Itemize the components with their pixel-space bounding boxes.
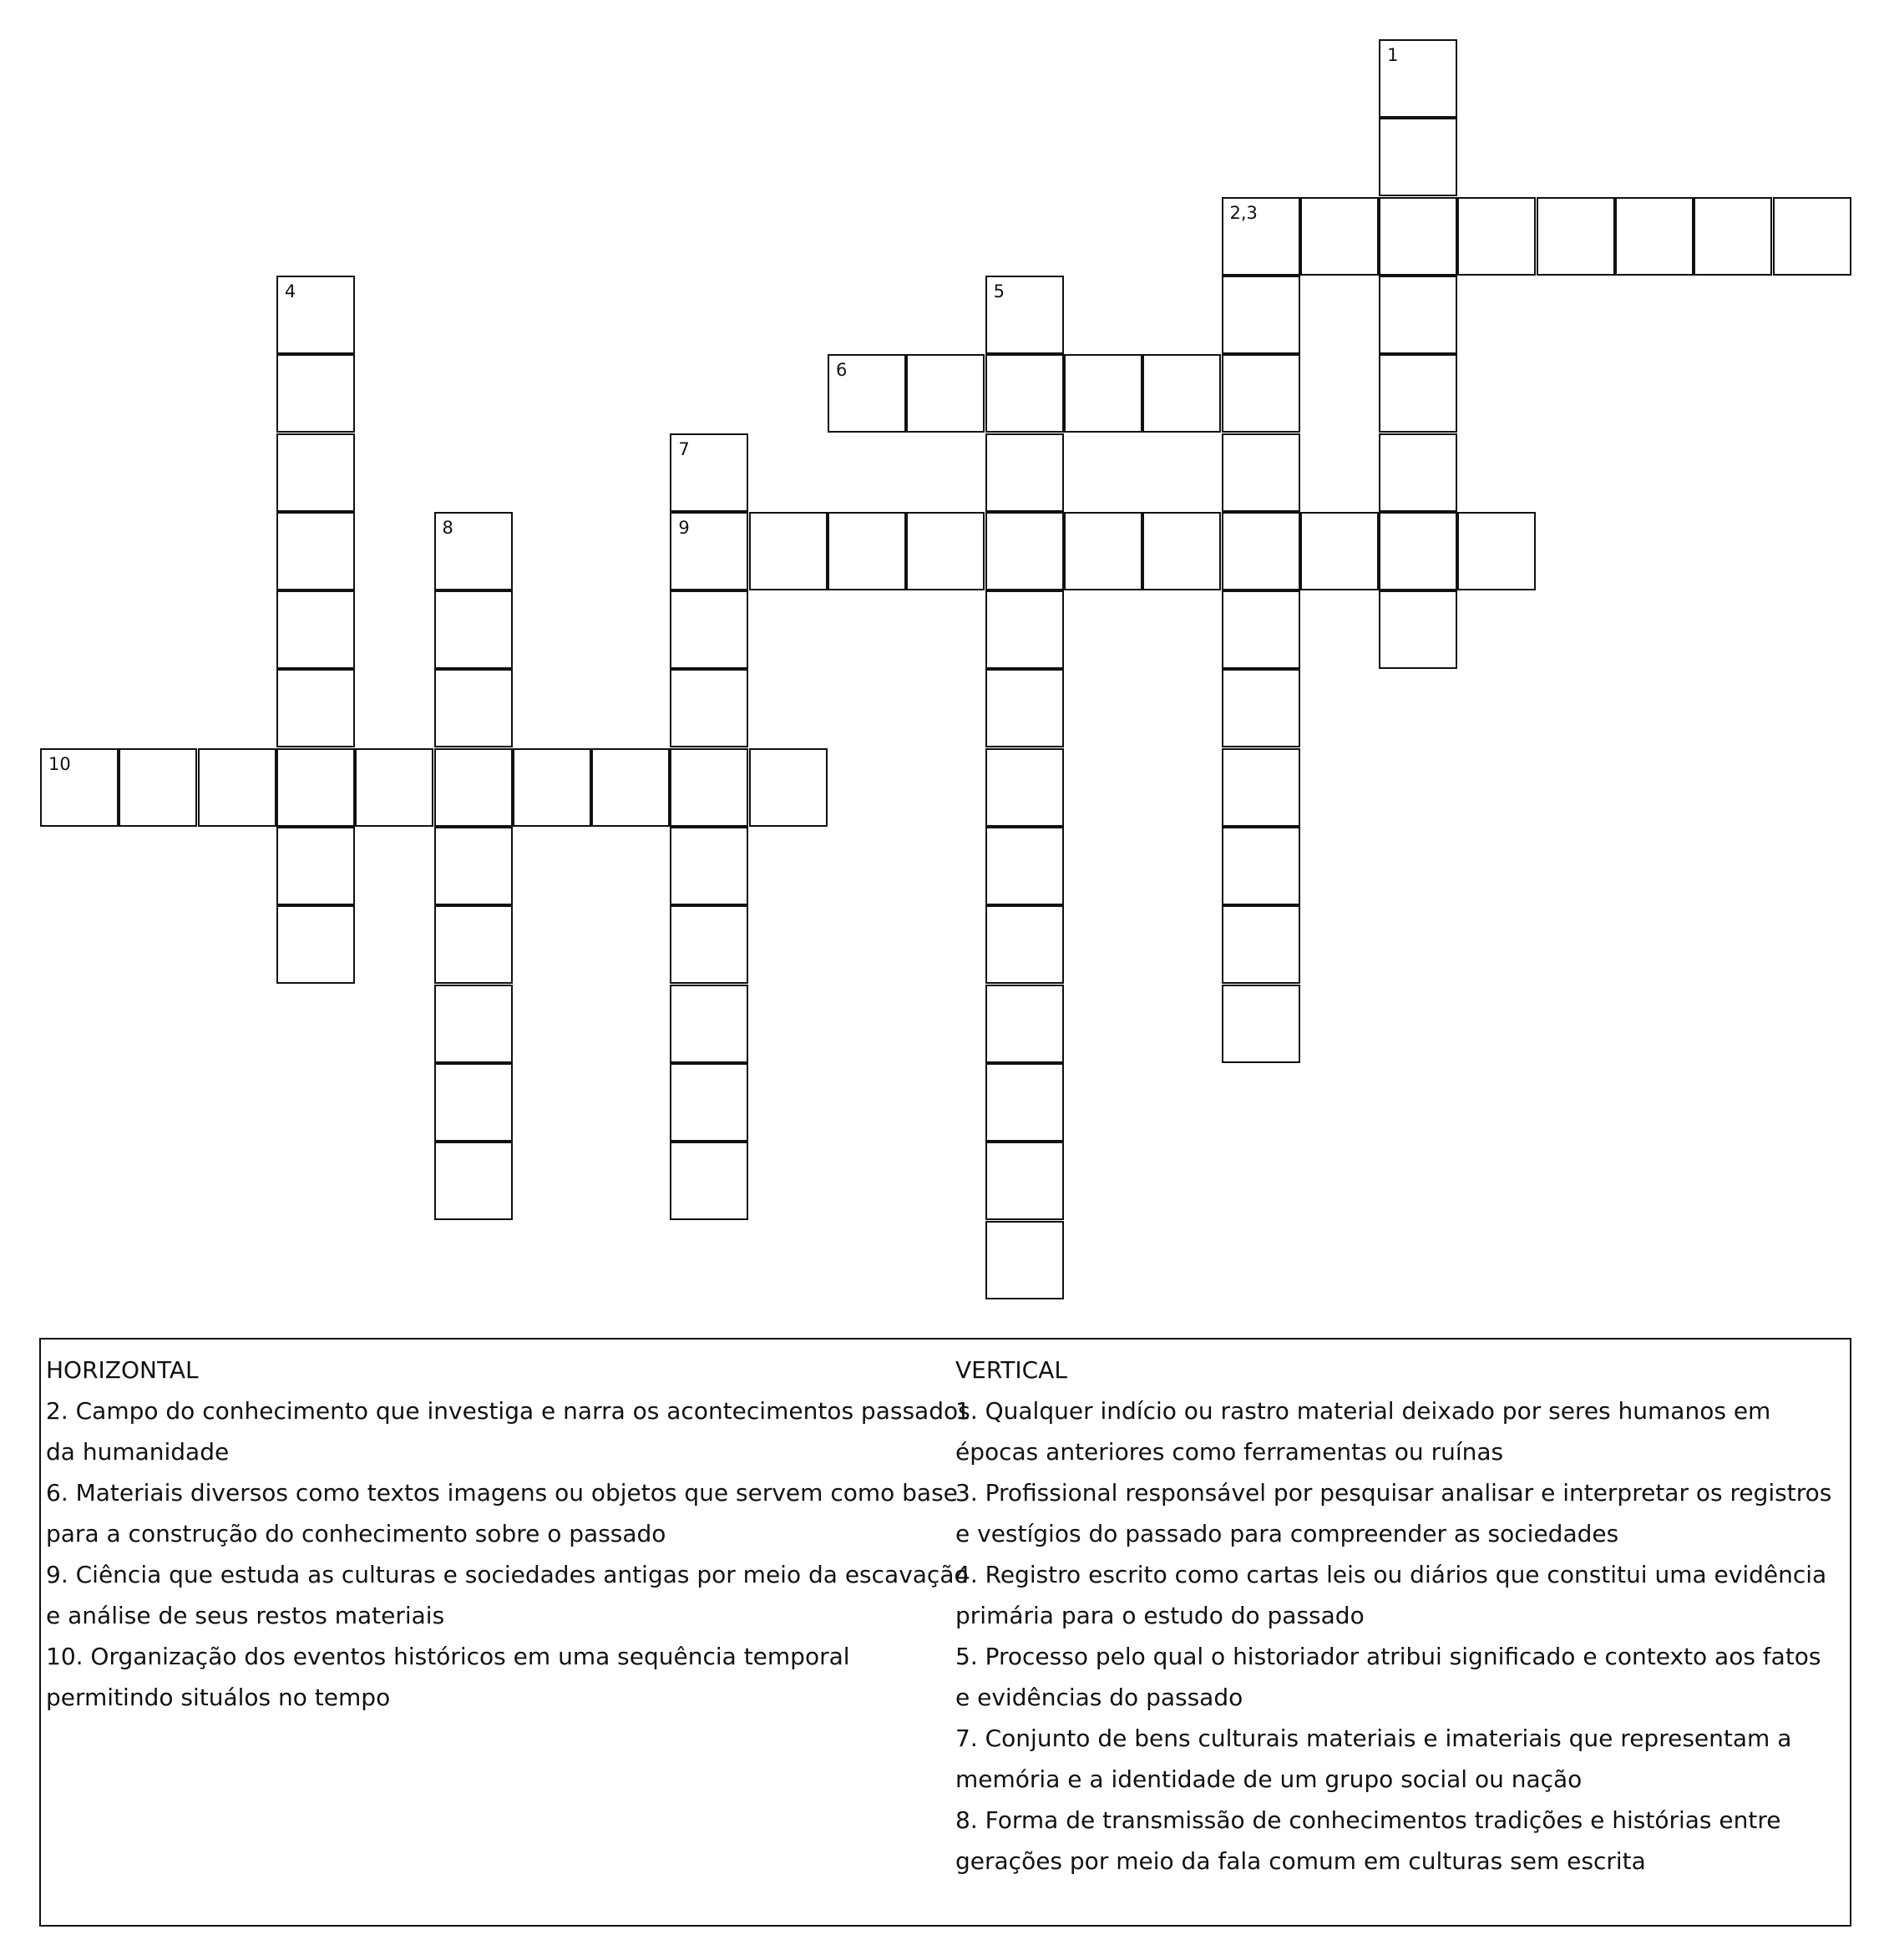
crossword-cell[interactable]	[985, 748, 1064, 827]
crossword-cell[interactable]	[906, 512, 985, 590]
clue-horizontal-10: 10. Organização dos eventos históricos em uma sequência temporal permitindo situálos no tempo	[46, 1643, 850, 1711]
crossword-cell[interactable]	[1300, 197, 1379, 276]
crossword-cell[interactable]	[276, 276, 355, 354]
crossword-cell[interactable]	[1457, 197, 1536, 276]
crossword-cell[interactable]	[1142, 354, 1221, 433]
crossword-cell[interactable]	[1379, 512, 1457, 590]
crossword-cell[interactable]	[1379, 118, 1457, 196]
crossword-cell[interactable]	[985, 1063, 1064, 1142]
clue-number: 8	[442, 517, 453, 538]
crossword-cell[interactable]	[1379, 276, 1457, 354]
crossword-cell[interactable]	[1379, 590, 1457, 669]
crossword-cell[interactable]	[985, 433, 1064, 512]
crossword-cell[interactable]	[355, 748, 433, 827]
clue-horizontal-6: 6. Materiais diversos como textos imagens ou objetos que servem como base para a construção do conhecimento sobre o passado	[46, 1479, 958, 1547]
clue-vertical-1: 1. Qualquer indício ou rastro material deixado por seres humanos em épocas anteriores como ferramentas ou ruínas	[955, 1397, 1771, 1466]
crossword-cell[interactable]	[434, 1142, 513, 1220]
crossword-cell[interactable]	[828, 354, 906, 433]
crossword-cell[interactable]	[985, 669, 1064, 747]
clue-number: 1	[1387, 45, 1399, 65]
crossword-cell[interactable]	[670, 433, 748, 512]
crossword-cell[interactable]	[1222, 276, 1300, 354]
crossword-cell[interactable]	[985, 276, 1064, 354]
crossword-cell[interactable]	[828, 512, 906, 590]
vertical-clues	[955, 1350, 1841, 1881]
clues-panel	[39, 1338, 1851, 1927]
crossword-cell[interactable]	[670, 985, 748, 1063]
crossword-cell[interactable]	[434, 748, 513, 827]
crossword-cell[interactable]	[985, 827, 1064, 905]
crossword-cell[interactable]	[434, 512, 513, 590]
crossword-cell[interactable]	[670, 1142, 748, 1220]
crossword-cell[interactable]	[1615, 197, 1694, 276]
crossword-cell[interactable]	[670, 669, 748, 747]
clue-number: 10	[48, 753, 71, 774]
crossword-cell[interactable]	[1222, 590, 1300, 669]
clue-horizontal-9: 9. Ciência que estuda as culturas e sociedades antigas por meio da escavação e análise de seus restos materiais	[46, 1561, 969, 1629]
crossword-cell[interactable]	[276, 748, 355, 827]
crossword-cell[interactable]	[1694, 197, 1772, 276]
crossword-cell[interactable]	[434, 1063, 513, 1142]
crossword-cell[interactable]	[276, 827, 355, 905]
crossword-cell[interactable]	[1064, 512, 1142, 590]
crossword-cell[interactable]	[276, 590, 355, 669]
crossword-cell[interactable]	[985, 590, 1064, 669]
crossword-cell[interactable]	[434, 827, 513, 905]
crossword-cell[interactable]	[1222, 827, 1300, 905]
crossword-cell[interactable]	[276, 433, 355, 512]
crossword-cell[interactable]	[1222, 985, 1300, 1063]
clue-vertical-4: 4. Registro escrito como cartas leis ou diários que constitui uma evidência primária para o estudo do passado	[955, 1561, 1827, 1629]
crossword-cell[interactable]	[1222, 433, 1300, 512]
crossword-cell[interactable]	[1537, 197, 1615, 276]
vertical-heading: VERTICAL	[955, 1356, 1067, 1384]
crossword-cell[interactable]	[1222, 197, 1300, 276]
clue-number: 2,3	[1229, 202, 1258, 223]
crossword-cell[interactable]	[1222, 905, 1300, 984]
crossword-cell[interactable]	[276, 905, 355, 984]
clue-vertical-3: 3. Profissional responsável por pesquisar analisar e interpretar os registros e vestígios do passado para compreender as sociedades	[955, 1479, 1832, 1547]
crossword-cell[interactable]	[1379, 354, 1457, 433]
horizontal-clues	[46, 1350, 973, 1718]
clue-vertical-8: 8. Forma de transmissão de conhecimentos tradições e histórias entre gerações por meio da fala comum em culturas sem escrita	[955, 1806, 1781, 1875]
crossword-cell[interactable]	[276, 354, 355, 433]
crossword-cell[interactable]	[40, 748, 119, 827]
crossword-cell[interactable]	[1222, 354, 1300, 433]
crossword-cell[interactable]	[1457, 512, 1536, 590]
crossword-cell[interactable]	[1222, 748, 1300, 827]
crossword-cell[interactable]	[670, 827, 748, 905]
crossword-cell[interactable]	[670, 905, 748, 984]
crossword-cell[interactable]	[1773, 197, 1851, 276]
crossword-cell[interactable]	[985, 905, 1064, 984]
crossword-cell[interactable]	[434, 669, 513, 747]
crossword-cell[interactable]	[1379, 433, 1457, 512]
crossword-cell[interactable]	[1222, 669, 1300, 747]
crossword-cell[interactable]	[276, 512, 355, 590]
crossword-cell[interactable]	[1222, 512, 1300, 590]
horizontal-heading: HORIZONTAL	[46, 1356, 199, 1384]
crossword-cell[interactable]	[985, 1142, 1064, 1220]
crossword-cell[interactable]	[119, 748, 197, 827]
crossword-cell[interactable]	[670, 1063, 748, 1142]
clue-vertical-7: 7. Conjunto de bens culturais materiais e imateriais que representam a memória e a identidade de um grupo social ou nação	[955, 1724, 1792, 1793]
crossword-cell[interactable]	[513, 748, 591, 827]
crossword-cell[interactable]	[276, 669, 355, 747]
clue-vertical-5: 5. Processo pelo qual o historiador atribui significado e contexto aos fatos e evidências do passado	[955, 1643, 1821, 1711]
clue-number: 6	[836, 360, 848, 381]
crossword-cell[interactable]	[198, 748, 276, 827]
crossword-cell[interactable]	[670, 512, 748, 590]
clue-number: 4	[284, 281, 296, 301]
crossword-cell[interactable]	[985, 512, 1064, 590]
crossword-cell[interactable]	[749, 748, 828, 827]
crossword-cell[interactable]	[985, 985, 1064, 1063]
crossword-cell[interactable]	[1300, 512, 1379, 590]
crossword-cell[interactable]	[749, 512, 828, 590]
crossword-cell[interactable]	[1379, 39, 1457, 118]
crossword-cell[interactable]	[985, 354, 1064, 433]
crossword-cell[interactable]	[591, 748, 670, 827]
clue-number: 5	[993, 281, 1005, 301]
clue-number: 9	[678, 517, 690, 538]
crossword-cell[interactable]	[906, 354, 985, 433]
crossword-cell[interactable]	[434, 590, 513, 669]
crossword-cell[interactable]	[1142, 512, 1221, 590]
crossword-cell[interactable]	[1064, 354, 1142, 433]
crossword-cell[interactable]	[1379, 197, 1457, 276]
crossword-cell[interactable]	[985, 1221, 1064, 1299]
crossword-cell[interactable]	[670, 748, 748, 827]
crossword-cell[interactable]	[434, 905, 513, 984]
clue-number: 7	[678, 438, 690, 459]
crossword-cell[interactable]	[434, 985, 513, 1063]
crossword-cell[interactable]	[670, 590, 748, 669]
clue-horizontal-2: 2. Campo do conhecimento que investiga e narra os acontecimentos passados da humanidade	[46, 1397, 970, 1466]
